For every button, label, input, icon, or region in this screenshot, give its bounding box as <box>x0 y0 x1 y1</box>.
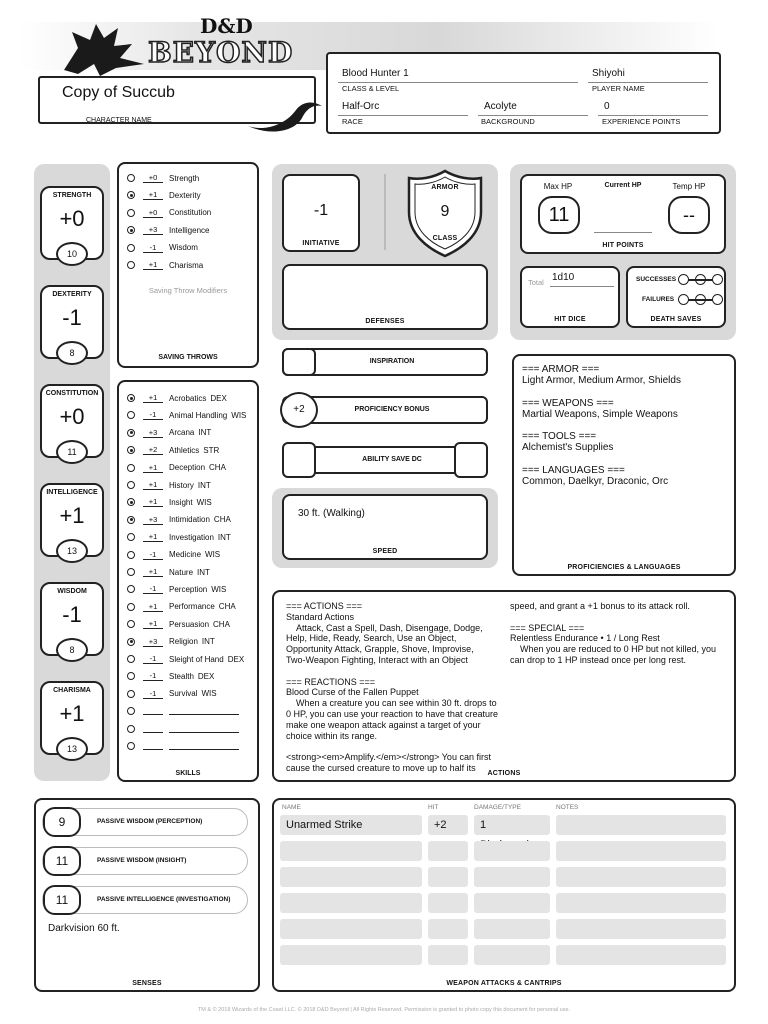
attack-damage[interactable] <box>474 867 550 887</box>
death-saves-box <box>626 266 726 328</box>
attack-damage[interactable] <box>474 841 550 861</box>
speed-label: SPEED <box>372 548 398 555</box>
skill-mod: +3 <box>143 428 163 438</box>
proficiency-circle-icon <box>127 707 135 715</box>
saving-throw-name: Charisma <box>169 260 204 270</box>
skill-name: Investigation <box>169 532 214 542</box>
attack-damage[interactable] <box>474 945 550 965</box>
actions-left-text: === ACTIONS === Standard Actions Attack, Cast a Spell, Dash, Disengage, Dodge, Help, Hide, Ready, Search, Use an Object, Opportunity Attack, Grapple, Shove, Improvise, Two-Weapon Fighting, Interact with an Object === REACTIONS === Blood Curse of the Fallen Puppet When a creature you can see within 30 ft. drops to 0 HP, you can use your reaction to have that creature make one weapon attack against a target of your choice within its range. <strong><em>Amplify.</em></strong> You can first cause the cursed creature to move up to half its <box>286 601 498 773</box>
skill-mod: +3 <box>143 515 163 525</box>
failure-circles[interactable] <box>678 294 724 306</box>
ability-charisma <box>40 681 104 769</box>
skill-mod: -1 <box>143 550 163 560</box>
passive-sense-value[interactable]: 9 <box>43 807 81 837</box>
saving-throws-box <box>117 162 259 368</box>
saving-throws-title: SAVING THROWS <box>158 354 218 361</box>
attack-damage[interactable]: 1 <box>474 815 550 835</box>
hit-points-box <box>520 174 726 254</box>
skill-ability: DEX <box>227 654 245 664</box>
attack-name[interactable] <box>280 919 422 939</box>
skill-name: Insight <box>169 497 193 507</box>
saving-throw-mod: +1 <box>143 260 163 270</box>
skill-name: Animal Handling <box>169 410 228 420</box>
ability-name: INTELLIGENCE <box>46 489 98 496</box>
proficiency-circle-icon <box>127 411 135 419</box>
background-value[interactable]: Acolyte <box>484 101 517 112</box>
proficiencies-title: PROFICIENCIES & LANGUAGES <box>567 564 681 571</box>
attack-damage[interactable] <box>474 919 550 939</box>
saving-throw-row[interactable] <box>127 241 198 255</box>
skill-row[interactable] <box>127 530 231 544</box>
saving-throw-name: Strength <box>169 173 200 183</box>
actions-title: ACTIONS <box>487 770 521 777</box>
attack-notes[interactable] <box>556 867 726 887</box>
proficiency-circle-icon <box>127 568 135 576</box>
proficiency-circle-icon <box>127 429 135 437</box>
proficiency-circle-icon <box>127 209 135 217</box>
skill-ability: DEX <box>197 671 215 681</box>
proficiency-bonus-bar <box>282 396 488 424</box>
class-level-label: CLASS & LEVEL <box>342 84 400 93</box>
current-hp-label: Current HP <box>604 182 642 189</box>
player-name-line <box>588 82 708 83</box>
skill-row[interactable] <box>127 617 230 631</box>
ability-name: CONSTITUTION <box>45 390 99 397</box>
passive-sense-row <box>42 886 248 914</box>
proficiency-circle-icon <box>127 174 135 182</box>
ability-dexterity <box>40 285 104 373</box>
attack-hit[interactable] <box>428 945 468 965</box>
passive-sense-value[interactable]: 11 <box>43 885 81 915</box>
skill-row[interactable] <box>127 478 211 492</box>
ability-intelligence <box>40 483 104 571</box>
ability-modifier[interactable]: +0 <box>59 404 85 429</box>
saving-throw-row[interactable] <box>127 188 201 202</box>
initiative-label: INITIATIVE <box>302 240 340 247</box>
attack-name[interactable] <box>280 945 422 965</box>
saving-throw-mod: -1 <box>143 243 163 253</box>
skill-name: Survival <box>169 689 198 699</box>
ability-modifier[interactable]: +0 <box>59 206 85 231</box>
saving-throw-name: Wisdom <box>169 243 198 253</box>
brand-top: D&D <box>200 14 253 38</box>
divider <box>384 174 386 250</box>
skill-ability: WIS <box>211 584 227 594</box>
skill-name: Stealth <box>169 671 194 681</box>
skill-ability: CHA <box>213 619 230 629</box>
skill-name: Performance <box>169 602 215 612</box>
skill-ability: DEX <box>210 393 227 403</box>
skill-mod: -1 <box>143 671 163 681</box>
xp-label: EXPERIENCE POINTS <box>602 117 681 126</box>
proficiency-circle-icon <box>127 672 135 680</box>
skill-ability: INT <box>197 480 211 490</box>
proficiency-circle-icon <box>127 620 135 628</box>
skill-mod: -1 <box>143 654 163 664</box>
proficiency-circle-icon <box>127 481 135 489</box>
skill-mod: +1 <box>143 497 163 507</box>
saving-throw-mod: +0 <box>143 208 163 218</box>
skill-ability: CHA <box>213 515 231 525</box>
skill-row-empty[interactable] <box>127 739 239 753</box>
attack-header-notes: NOTES <box>556 804 579 811</box>
skill-mod: +1 <box>143 393 163 403</box>
proficiency-circle-icon <box>127 498 135 506</box>
failure-3[interactable] <box>712 294 723 305</box>
ability-name: DEXTERITY <box>52 291 92 298</box>
max-hp-value[interactable]: 11 <box>538 196 580 234</box>
ability-score[interactable]: 10 <box>56 242 88 266</box>
skill-mod: +1 <box>143 532 163 542</box>
race-line <box>338 115 468 116</box>
attack-hit[interactable] <box>428 919 468 939</box>
attack-notes[interactable] <box>556 815 726 835</box>
class-level-line <box>338 82 578 83</box>
skill-ability: INT <box>198 428 212 438</box>
passive-sense-label: PASSIVE WISDOM (INSIGHT) <box>97 857 187 864</box>
max-hp-label: Max HP <box>543 182 573 191</box>
ability-modifier[interactable]: -1 <box>62 305 82 330</box>
proficiency-circle-icon <box>127 244 135 252</box>
character-name-label: CHARACTER NAME <box>86 117 152 124</box>
skill-ability: INT <box>217 532 231 542</box>
tail-ornament-icon <box>246 96 326 136</box>
hit-dice-box[interactable] <box>520 266 620 328</box>
skill-name-blank <box>169 707 239 715</box>
skill-mod: -1 <box>143 689 163 699</box>
defenses-label: DEFENSES <box>365 318 405 325</box>
ability-modifier[interactable]: -1 <box>62 602 82 627</box>
skill-row[interactable] <box>127 391 227 405</box>
current-hp-line[interactable] <box>594 232 652 233</box>
attack-notes[interactable] <box>556 841 726 861</box>
player-name-value[interactable]: Shiyohi <box>592 68 625 79</box>
skill-name: Intimidation <box>169 515 210 525</box>
ability-score[interactable]: 13 <box>56 737 88 761</box>
ability-name: STRENGTH <box>52 192 92 199</box>
ability-score[interactable]: 13 <box>56 539 88 563</box>
skill-name-blank <box>169 725 239 733</box>
skill-mod: -1 <box>143 584 163 594</box>
ability-score[interactable]: 8 <box>56 638 88 662</box>
attack-header-name: NAME <box>282 804 301 811</box>
ability-save-dc-label: ABILITY SAVE DC <box>362 456 422 463</box>
background-label: BACKGROUND <box>481 117 535 126</box>
senses-notes: Darkvision 60 ft. <box>48 923 120 934</box>
hit-dice-total-label: Total <box>528 278 544 287</box>
success-3[interactable] <box>712 274 723 285</box>
attack-notes[interactable] <box>556 919 726 939</box>
temp-hp-label: Temp HP <box>672 182 706 191</box>
proficiency-circle-icon <box>127 603 135 611</box>
skill-ability: INT <box>197 567 210 577</box>
skill-mod-blank <box>143 725 163 733</box>
attack-notes[interactable] <box>556 945 726 965</box>
success-circles[interactable] <box>678 274 724 286</box>
saving-throw-modifiers-label: Saving Throw Modifiers <box>148 286 228 295</box>
xp-line <box>598 115 708 116</box>
proficiency-circle-icon <box>127 655 135 663</box>
proficiency-circle-icon <box>127 446 135 454</box>
skill-mod: +3 <box>143 637 163 647</box>
skill-row[interactable] <box>127 669 214 683</box>
proficiency-circle: +2 <box>280 392 318 428</box>
skill-mod: +1 <box>143 602 163 612</box>
defenses-box[interactable] <box>282 264 488 330</box>
saving-throw-row[interactable] <box>127 258 203 272</box>
attack-header-damage: DAMAGE/TYPE <box>474 804 521 811</box>
saving-throw-mod: +0 <box>143 173 163 183</box>
death-saves-label: DEATH SAVES <box>650 316 702 323</box>
proficiency-circle-icon <box>127 725 135 733</box>
skill-mod: +1 <box>143 463 163 473</box>
saving-throw-row[interactable] <box>127 223 209 237</box>
armor-label-top: ARMOR <box>431 184 459 191</box>
skill-row[interactable] <box>127 513 231 527</box>
hit-dice-value: 1d10 <box>552 272 575 283</box>
skill-name: Acrobatics <box>169 393 207 403</box>
skill-name: Perception <box>169 584 208 594</box>
skill-name-blank <box>169 742 239 750</box>
race-label: RACE <box>342 117 363 126</box>
player-name-label: PLAYER NAME <box>592 84 645 93</box>
ability-score[interactable]: 11 <box>56 440 88 464</box>
skill-name: Nature <box>169 567 194 577</box>
character-name: Copy of Succub <box>62 84 175 101</box>
saving-throw-name: Dexterity <box>169 190 201 200</box>
failure-connector <box>688 299 713 301</box>
skill-mod: +1 <box>143 619 163 629</box>
skill-name: Sleight of Hand <box>169 654 224 664</box>
armor-class-value[interactable]: 9 <box>440 203 450 220</box>
ability-strength <box>40 186 104 274</box>
xp-value[interactable]: 0 <box>604 101 610 112</box>
ability-constitution <box>40 384 104 472</box>
attack-name[interactable] <box>280 841 422 861</box>
attack-name[interactable] <box>280 867 422 887</box>
skills-title: SKILLS <box>175 770 201 777</box>
ability-modifier[interactable]: +1 <box>59 503 85 528</box>
skill-ability: INT <box>201 637 215 647</box>
proficiencies-text: === ARMOR === Light Armor, Medium Armor, Shields === WEAPONS === Martial Weapons, Simple Weapons === TOOLS === Alchemist's Supplies === LANGUAGES === Common, Daelkyr, Draconic, Orc <box>522 364 681 488</box>
attack-hit[interactable] <box>428 841 468 861</box>
brand-main: BEYOND <box>148 36 294 69</box>
proficiency-circle-icon <box>127 191 135 199</box>
passive-sense-label: PASSIVE INTELLIGENCE (INVESTIGATION) <box>97 896 231 903</box>
inspiration-check-box[interactable] <box>282 348 316 376</box>
temp-hp-value[interactable]: -- <box>668 196 710 234</box>
attack-hit[interactable] <box>428 893 468 913</box>
actions-right-text: speed, and grant a +1 bonus to its attack roll. === SPECIAL === Relentless Endurance • 1 / Long Rest When you are reduced to 0 HP but not killed, you can drop to 1 HP instead once per long rest. <box>510 601 716 665</box>
inspiration-label: INSPIRATION <box>369 358 415 365</box>
skill-row[interactable] <box>127 426 211 440</box>
ability-save-dc-bar <box>282 446 488 474</box>
skill-mod: -1 <box>143 410 163 420</box>
proficiency-circle-icon <box>127 690 135 698</box>
proficiency-circle-icon <box>127 516 135 524</box>
attack-header-hit: HIT <box>428 804 439 811</box>
attack-hit[interactable] <box>428 867 468 887</box>
attacks-title: WEAPON ATTACKS & CANTRIPS <box>446 980 562 987</box>
attack-notes[interactable] <box>556 893 726 913</box>
proficiency-circle-icon <box>127 261 135 269</box>
attack-damage[interactable] <box>474 893 550 913</box>
saving-throw-mod: +1 <box>143 190 163 200</box>
attack-name[interactable] <box>280 893 422 913</box>
speed-value: 30 ft. (Walking) <box>298 508 365 519</box>
skill-row[interactable] <box>127 408 246 422</box>
skill-ability: CHA <box>218 602 236 612</box>
skill-ability: WIS <box>196 497 212 507</box>
proficiency-circle-icon <box>127 638 135 646</box>
skill-mod: +2 <box>143 445 163 455</box>
skill-row[interactable] <box>127 635 215 649</box>
skill-row-empty[interactable] <box>127 722 239 736</box>
proficiency-circle-icon <box>127 394 135 402</box>
armor-label-bottom: CLASS <box>432 235 458 242</box>
passive-sense-value[interactable]: 11 <box>43 846 81 876</box>
skill-row[interactable] <box>127 495 212 509</box>
proficiency-circle-icon <box>127 226 135 234</box>
skill-ability: WIS <box>205 550 221 560</box>
skill-ability: WIS <box>201 689 217 699</box>
hit-dice-line <box>550 286 614 287</box>
hit-dice-label: HIT DICE <box>554 316 586 323</box>
senses-title: SENSES <box>132 980 162 987</box>
skill-mod: +1 <box>143 567 163 577</box>
saving-throw-mod: +3 <box>143 225 163 235</box>
initiative-value: -1 <box>313 202 329 219</box>
saving-throw-row[interactable] <box>127 171 199 185</box>
skill-name: History <box>169 480 194 490</box>
skill-name: Persuasion <box>169 619 210 629</box>
skill-row[interactable] <box>127 652 244 666</box>
failures-label: FAILURES <box>642 296 675 303</box>
ability-name: WISDOM <box>57 588 87 595</box>
skill-ability: CHA <box>209 463 226 473</box>
skill-name: Medicine <box>169 550 202 560</box>
skill-row[interactable] <box>127 443 219 457</box>
skill-name: Deception <box>169 463 206 473</box>
saving-throw-name: Intelligence <box>169 225 210 235</box>
skill-mod-blank <box>143 742 163 750</box>
attack-hit[interactable]: +2 <box>428 815 468 835</box>
successes-label: SUCCESSES <box>636 276 677 283</box>
ability-modifier[interactable]: +1 <box>59 701 85 726</box>
save-dc-left-cap <box>282 442 316 478</box>
speed-box[interactable] <box>282 494 488 560</box>
background-line <box>478 115 588 116</box>
proficiency-circle-icon <box>127 533 135 541</box>
attack-name[interactable]: Unarmed Strike <box>280 815 422 835</box>
proficiency-circle-icon <box>127 551 135 559</box>
proficiency-circle-icon <box>127 585 135 593</box>
skill-mod-blank <box>143 707 163 715</box>
skill-mod: +1 <box>143 480 163 490</box>
passive-sense-row <box>42 808 248 836</box>
class-level-value[interactable]: Blood Hunter 1 <box>342 68 409 79</box>
skill-row[interactable] <box>127 565 210 579</box>
skills-box <box>117 380 259 782</box>
footer-legal: TM & © 2018 Wizards of the Coast LLC. © 2018 D&D Beyond | All Rights Reserved. Permission is granted to photo copy this document for personal use. <box>197 1007 571 1013</box>
proficiency-bonus-label: PROFICIENCY BONUS <box>354 406 430 413</box>
ability-scores-panel <box>34 164 110 781</box>
proficiencies-box <box>512 354 736 576</box>
skill-name: Athletics <box>169 445 200 455</box>
success-connector <box>688 279 713 281</box>
ability-name: CHARISMA <box>53 687 91 694</box>
skill-row[interactable] <box>127 600 236 614</box>
saving-throw-name: Constitution <box>169 208 212 218</box>
skill-row[interactable] <box>127 461 226 475</box>
ability-score[interactable]: 8 <box>56 341 88 365</box>
passive-sense-row <box>42 847 248 875</box>
proficiency-circle-icon <box>127 742 135 750</box>
inspiration-bar[interactable] <box>282 348 488 376</box>
race-value[interactable]: Half-Orc <box>342 101 380 112</box>
skill-ability: WIS <box>231 410 247 420</box>
skill-row[interactable] <box>127 687 217 701</box>
passive-sense-label: PASSIVE WISDOM (PERCEPTION) <box>97 818 203 825</box>
initiative-box[interactable] <box>282 174 360 252</box>
skill-row-empty[interactable] <box>127 704 239 718</box>
skill-row[interactable] <box>127 582 226 596</box>
actions-box <box>272 590 736 782</box>
dragon-logo-icon <box>60 18 152 78</box>
saving-throw-row[interactable] <box>127 206 211 220</box>
ability-wisdom <box>40 582 104 670</box>
skill-name: Arcana <box>169 428 195 438</box>
skill-row[interactable] <box>127 548 220 562</box>
proficiency-circle-icon <box>127 464 135 472</box>
skill-name: Religion <box>169 637 198 647</box>
skill-ability: STR <box>203 445 220 455</box>
save-dc-right-cap <box>454 442 488 478</box>
hit-points-title: HIT POINTS <box>602 242 644 249</box>
